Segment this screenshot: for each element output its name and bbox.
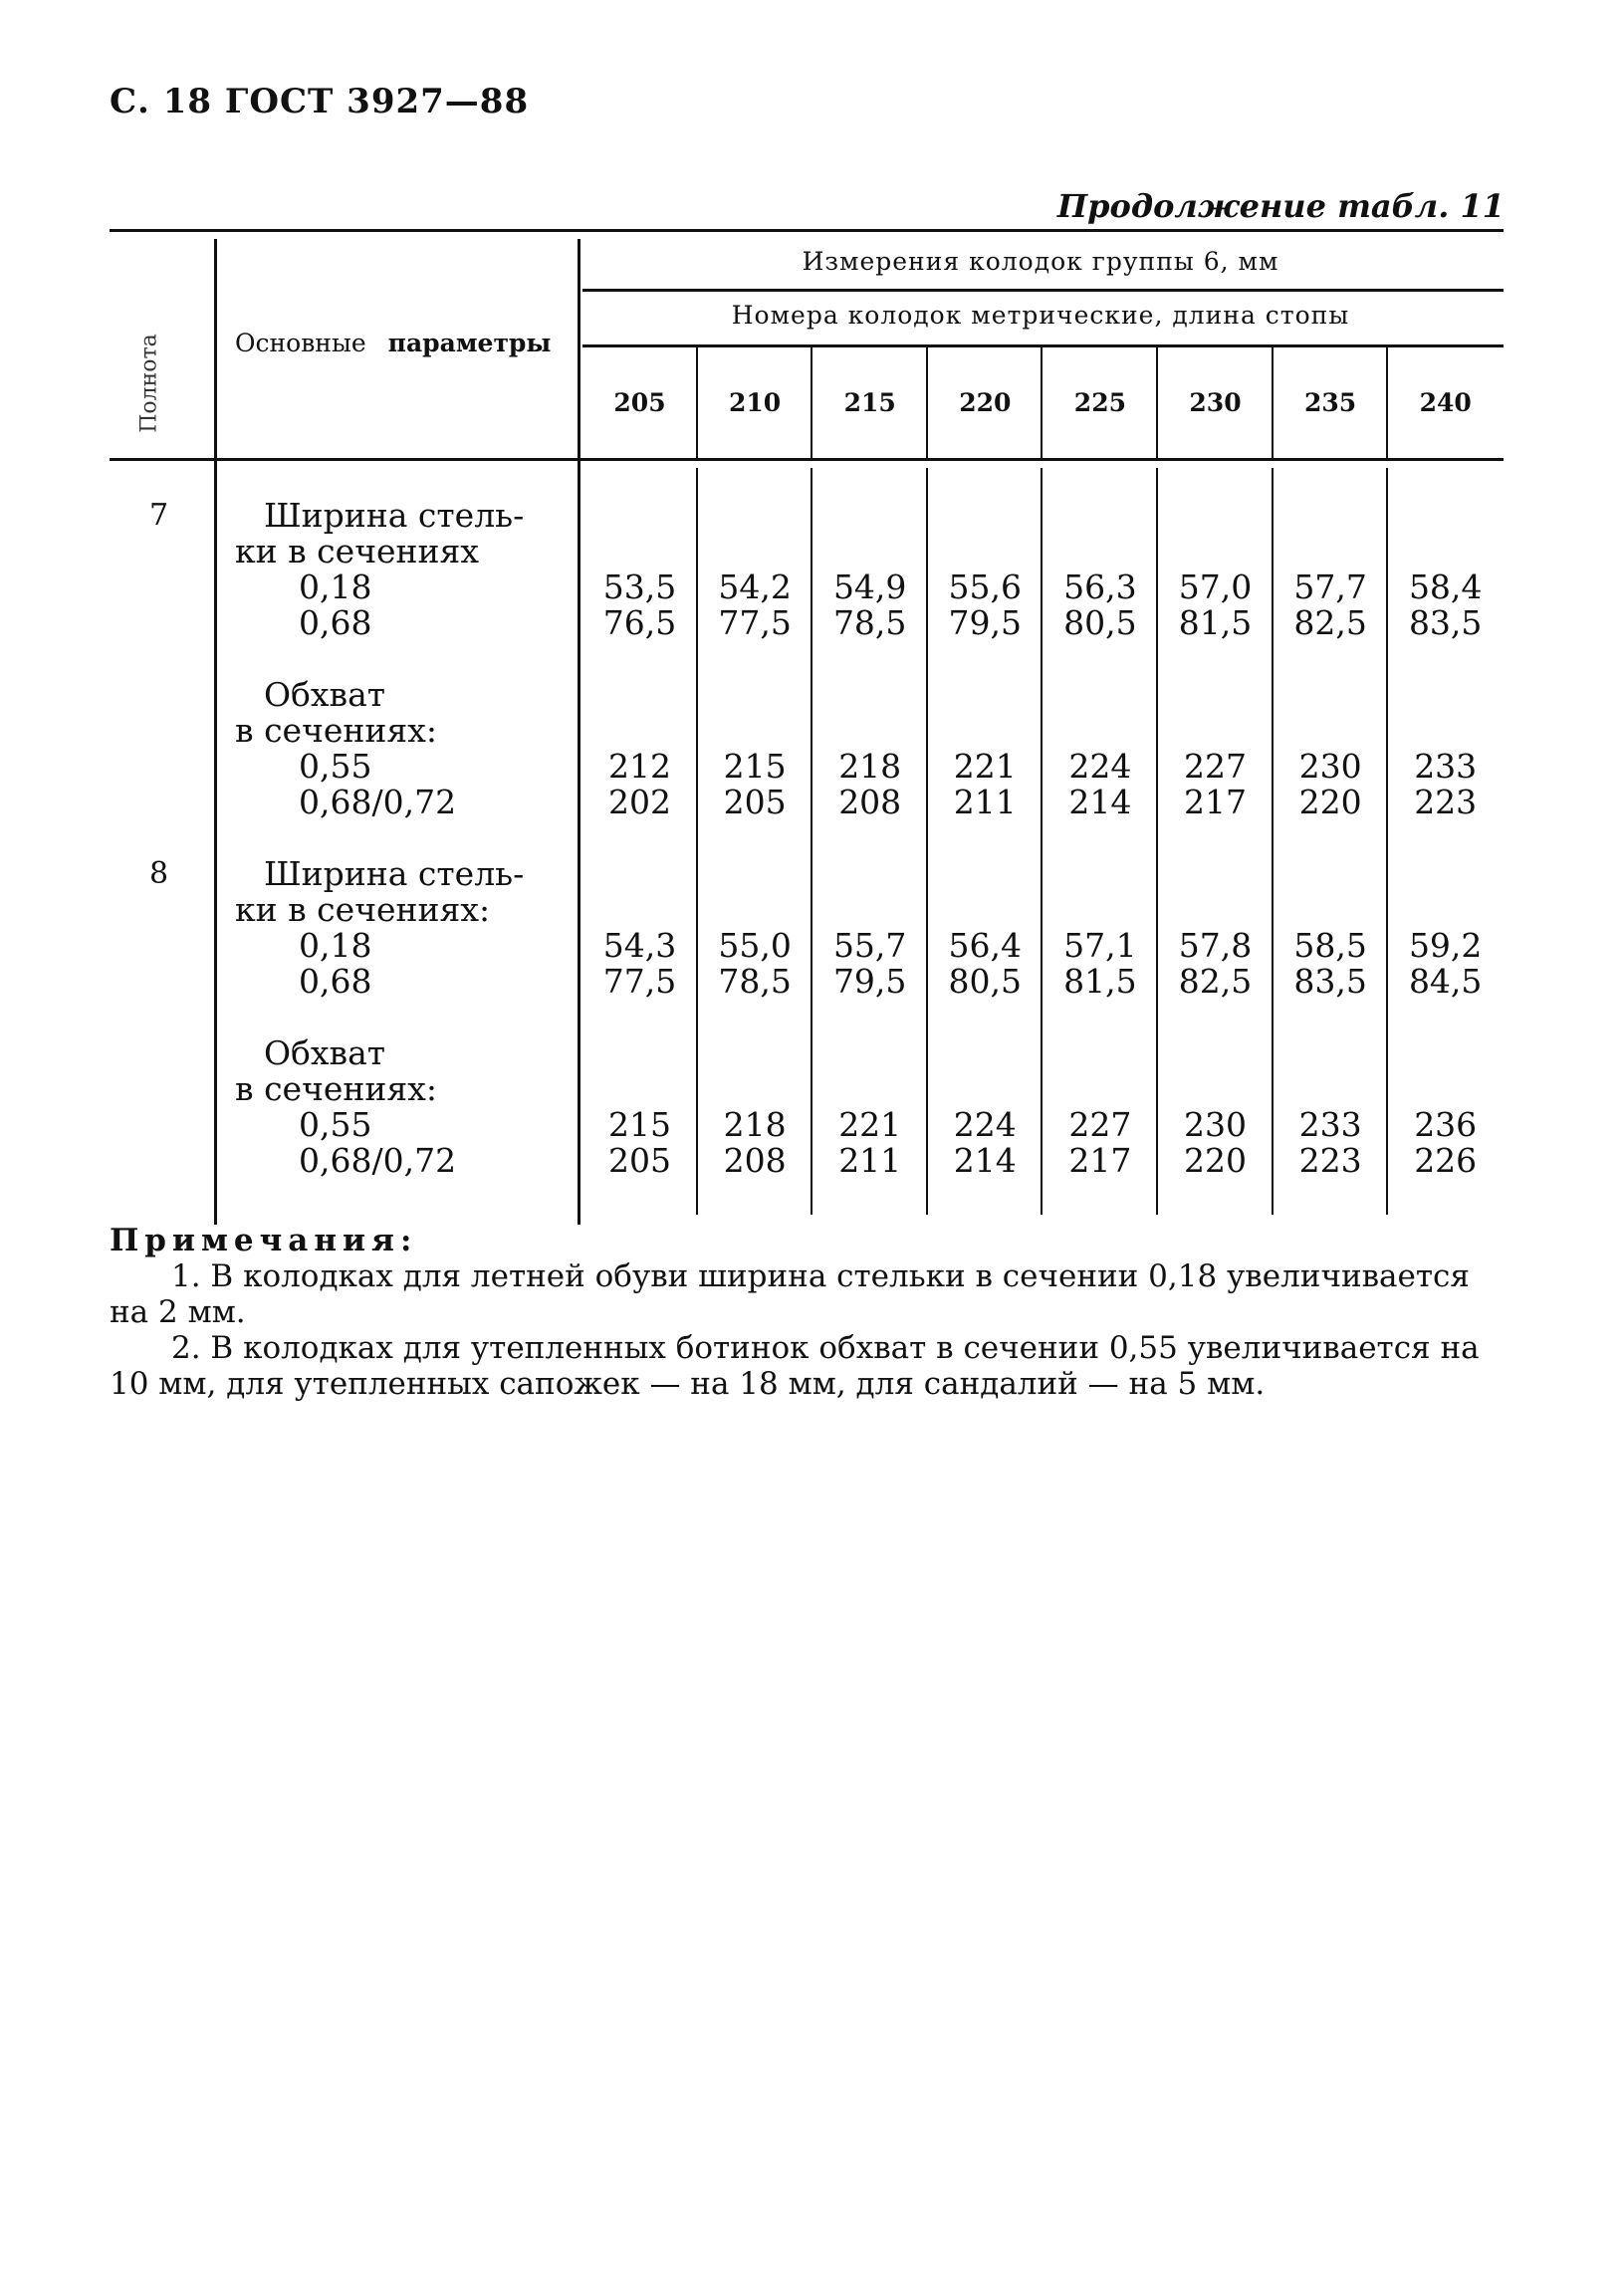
numbers-header-rule [582, 344, 1504, 347]
vertical-rule-params [578, 239, 580, 1225]
size-header-240: 240 [1419, 388, 1472, 417]
size-header-210: 210 [729, 388, 782, 417]
column-rule [926, 346, 928, 458]
section-label: 0,68/0,72 [299, 1141, 457, 1180]
table-cell: 220 [1184, 1141, 1247, 1180]
table-cell: 221 [953, 747, 1017, 786]
table-cell: 80,5 [1063, 603, 1137, 642]
column-rule [1386, 346, 1388, 458]
size-header-230: 230 [1189, 388, 1242, 417]
table-cell: 211 [838, 1141, 902, 1180]
table-cell: 236 [1414, 1105, 1478, 1144]
table-cell: 233 [1414, 747, 1478, 786]
size-header-225: 225 [1073, 388, 1126, 417]
size-header-235: 235 [1304, 388, 1357, 417]
vertical-rule-polnota [214, 239, 217, 1225]
table-cell: 55,6 [948, 568, 1023, 606]
section-label: 0,55 [299, 747, 372, 786]
column-rule [1272, 346, 1274, 458]
table-cell: 54,9 [832, 568, 907, 606]
column-rule [696, 346, 698, 458]
table-cell: 79,5 [948, 603, 1023, 642]
table-continuation-label: Продолжение табл. 11 [1056, 187, 1505, 225]
table-cell: 81,5 [1178, 603, 1253, 642]
param-label: в сечениях: [235, 711, 437, 750]
table-cell: 218 [838, 747, 902, 786]
table-cell: 233 [1298, 1105, 1362, 1144]
table-cell: 221 [838, 1105, 902, 1144]
table-cell: 58,4 [1408, 568, 1483, 606]
table-cell: 220 [1298, 783, 1362, 821]
table-cell: 214 [1068, 783, 1132, 821]
polnota-value: 7 [149, 498, 169, 533]
table-cell: 77,5 [718, 603, 792, 642]
header-params-a: Основные [235, 329, 366, 357]
section-label: 0,68 [299, 603, 372, 642]
table-cell: 57,8 [1178, 926, 1253, 965]
table-cell: 230 [1184, 1105, 1247, 1144]
table-cell: 214 [953, 1141, 1017, 1180]
header-params-b: параметры [387, 329, 552, 357]
table-cell: 83,5 [1293, 962, 1367, 1001]
header-params [235, 329, 551, 357]
notes-title: Примечания: [110, 1223, 418, 1258]
table-cell: 76,5 [602, 603, 677, 642]
table-cell: 205 [608, 1141, 671, 1180]
table-cell: 227 [1068, 1105, 1132, 1144]
table-cell: 78,5 [832, 603, 907, 642]
page-header: С. 18 ГОСТ 3927—88 [110, 82, 530, 121]
header-polnota [119, 319, 179, 448]
table-cell: 224 [953, 1105, 1017, 1144]
header-numbers: Номера колодок метрические, длина стопы [731, 301, 1350, 330]
table-cell: 82,5 [1178, 962, 1253, 1001]
table-cell: 82,5 [1293, 603, 1367, 642]
table-cell: 205 [723, 783, 787, 821]
table-cell: 215 [608, 1105, 671, 1144]
table-cell: 208 [723, 1141, 787, 1180]
notes [110, 1223, 1504, 1402]
table-cell: 83,5 [1408, 603, 1483, 642]
column-rule [811, 346, 812, 458]
param-label: ки в сечениях [235, 532, 479, 570]
table-cell: 84,5 [1408, 962, 1483, 1001]
table-cell: 53,5 [602, 568, 677, 606]
param-label: ки в сечениях: [235, 890, 491, 929]
table-cell: 78,5 [718, 962, 792, 1001]
table-cell: 230 [1298, 747, 1362, 786]
table-cell: 81,5 [1063, 962, 1137, 1001]
table-cell: 79,5 [832, 962, 907, 1001]
table-cell: 208 [838, 783, 902, 821]
table-cell: 55,7 [832, 926, 907, 965]
table-cell: 211 [953, 783, 1017, 821]
header-polnota-label: Полнота [136, 334, 162, 433]
section-label: 0,55 [299, 1105, 372, 1144]
section-label: 0,68/0,72 [299, 783, 457, 821]
table-cell: 80,5 [948, 962, 1023, 1001]
table-cell: 56,4 [948, 926, 1023, 965]
param-label: Ширина стель- [264, 496, 525, 535]
table-cell: 57,7 [1293, 568, 1367, 606]
table-cell: 223 [1414, 783, 1478, 821]
table-cell: 226 [1414, 1141, 1478, 1180]
table-cell: 54,3 [602, 926, 677, 965]
table-cell: 224 [1068, 747, 1132, 786]
section-label: 0,68 [299, 962, 372, 1001]
table-cell: 215 [723, 747, 787, 786]
column-rule [1156, 346, 1158, 458]
section-label: 0,18 [299, 926, 372, 965]
header-group: Измерения колодок группы 6, мм [802, 247, 1279, 276]
group-header-rule [582, 289, 1504, 292]
table-cell: 57,0 [1178, 568, 1253, 606]
param-label: в сечениях: [235, 1069, 437, 1108]
column-rule [1041, 346, 1043, 458]
table-cell: 59,2 [1408, 926, 1483, 965]
header-bottom-rule [110, 458, 1504, 461]
param-label: Обхват [264, 1033, 386, 1072]
size-header-215: 215 [843, 388, 896, 417]
table-cell: 77,5 [602, 962, 677, 1001]
table-cell: 223 [1298, 1141, 1362, 1180]
param-label: Обхват [264, 675, 386, 714]
table-cell: 217 [1184, 783, 1247, 821]
table-cell: 57,1 [1063, 926, 1137, 965]
table-cell: 58,5 [1293, 926, 1367, 965]
note-2: 2. В колодках для утепленных ботинок обхват в сечении 0,55 увеличивается на 10 мм, для утепленных сапожек — на 18 мм, для сандалий — на 5 мм. [110, 1330, 1480, 1402]
table-cell: 212 [608, 747, 671, 786]
polnota-value: 8 [149, 856, 169, 891]
param-label: Ширина стель- [264, 854, 525, 893]
table-cell: 54,2 [718, 568, 792, 606]
table-top-rule [110, 229, 1504, 232]
table-cell: 55,0 [718, 926, 792, 965]
size-header-205: 205 [613, 388, 666, 417]
section-label: 0,18 [299, 568, 372, 606]
table-cell: 217 [1068, 1141, 1132, 1180]
table-cell: 218 [723, 1105, 787, 1144]
table-cell: 227 [1184, 747, 1247, 786]
table-cell: 56,3 [1063, 568, 1137, 606]
table-cell: 202 [608, 783, 671, 821]
size-header-220: 220 [959, 388, 1012, 417]
note-1: 1. В колодках для летней обуви ширина стельки в сечении 0,18 увеличивается на 2 мм. [110, 1258, 1470, 1330]
